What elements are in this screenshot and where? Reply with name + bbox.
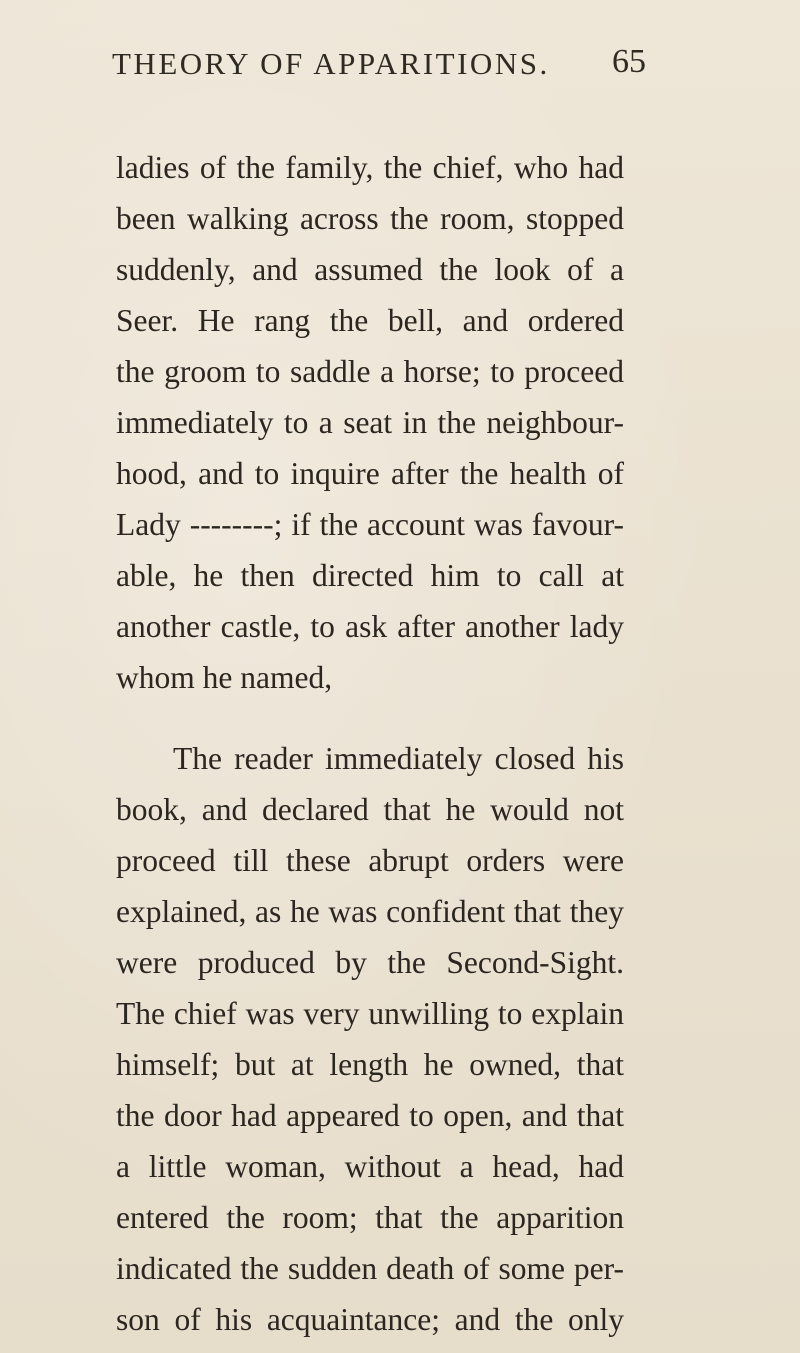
text-line: book, and declared that he would not	[116, 792, 624, 827]
text-line: Seer. He rang the bell, and ordered	[116, 303, 624, 338]
text-line: proceed till these abrupt orders were	[116, 843, 624, 878]
text-line: Lady --------; if the account was favour-	[116, 507, 624, 542]
text-line: ladies of the family, the chief, who had	[116, 150, 624, 185]
text-line: the groom to saddle a horse; to proceed	[116, 354, 624, 389]
text-line: been walking across the room, stopped	[116, 201, 624, 236]
text-line: another castle, to ask after another lady	[116, 609, 624, 644]
page-number: 65	[612, 43, 646, 80]
text-line: entered the room; that the apparition	[116, 1200, 624, 1235]
page-header	[0, 43, 800, 86]
text-line: indicated the sudden death of some per-	[116, 1251, 624, 1286]
text-line: immediately to a seat in the neighbour-	[116, 405, 624, 440]
text-line: the door had appeared to open, and that	[116, 1098, 624, 1133]
text-line: explained, as he was confident that they	[116, 894, 624, 929]
text-line: suddenly, and assumed the look of a	[116, 252, 624, 287]
text-line: The reader immediately closed his	[173, 741, 624, 776]
text-line: were produced by the Second-Sight.	[116, 945, 624, 980]
text-line: a little woman, without a head, had	[116, 1149, 624, 1184]
text-line: son of his acquaintance; and the only	[116, 1302, 624, 1337]
text-line: whom he named,	[116, 660, 333, 695]
text-line: hood, and to inquire after the health of	[116, 456, 624, 491]
text-line: himself; but at length he owned, that	[116, 1047, 624, 1082]
text-line: The chief was very unwilling to explain	[116, 996, 624, 1031]
running-title: THEORY OF APPARITIONS.	[112, 46, 550, 81]
text-line: able, he then directed him to call at	[116, 558, 624, 593]
